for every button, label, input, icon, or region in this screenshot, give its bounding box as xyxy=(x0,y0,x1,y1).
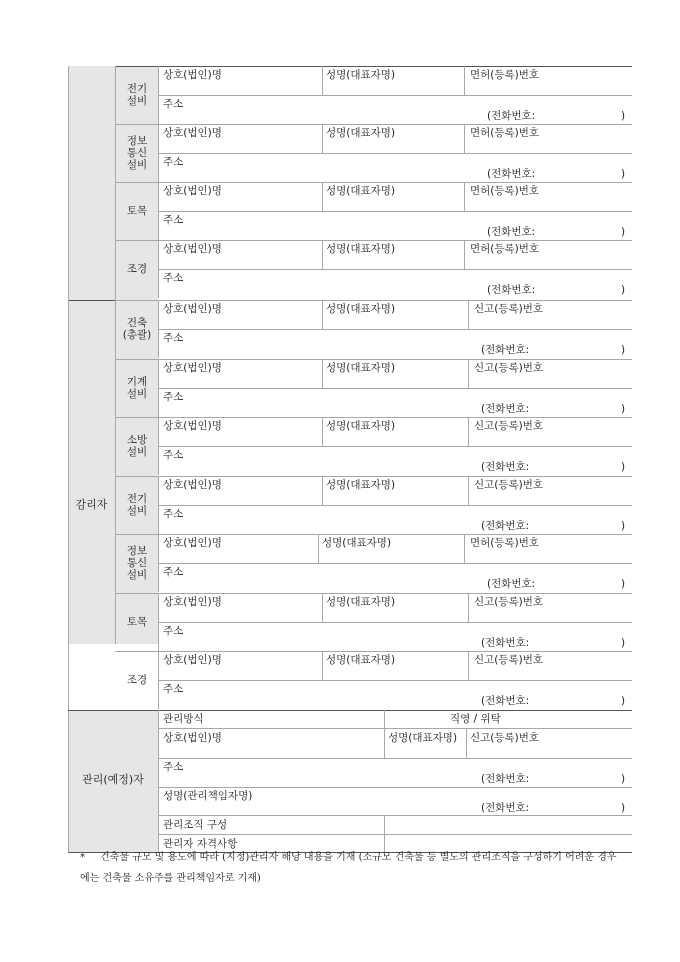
phone-label: (전화번호: xyxy=(481,344,530,356)
col-border xyxy=(464,240,465,269)
representative-label: 성명(대표자명) xyxy=(326,127,396,139)
row-border xyxy=(115,417,632,418)
row-border xyxy=(115,124,632,125)
col-border xyxy=(464,182,465,211)
row-divider xyxy=(158,563,632,564)
field-label-line: 통신 xyxy=(126,557,148,569)
field-label-line: 전기 xyxy=(126,83,148,95)
address-label: 주소 xyxy=(163,272,184,284)
phone-label: (전화번호: xyxy=(481,520,530,532)
phone-close: ) xyxy=(621,520,626,532)
field-label-line: 정보 xyxy=(126,545,148,557)
address-label: 주소 xyxy=(163,566,184,578)
phone-label: (전화번호: xyxy=(481,773,530,785)
phone-close: ) xyxy=(621,284,626,296)
representative-label: 성명(대표자명) xyxy=(326,185,396,197)
representative-label: 성명(대표자명) xyxy=(326,303,396,315)
field-label xyxy=(113,376,161,400)
phone-close: ) xyxy=(621,110,626,122)
address-label: 주소 xyxy=(163,508,184,520)
col-border xyxy=(384,710,385,728)
row-divider xyxy=(158,680,632,681)
representative-label: 성명(대표자명) xyxy=(326,69,396,81)
field-label-line: 정보 xyxy=(126,135,148,147)
field-label xyxy=(113,135,161,171)
row-divider xyxy=(158,95,632,96)
col-border xyxy=(468,476,469,505)
phone-close: ) xyxy=(621,403,626,415)
field-label-line: 설비 xyxy=(126,505,148,517)
footnote-text: 건축물 규모 및 용도에 따라 (지정)관리자 해당 내용을 기재 (소규모 건축물 등 별도의 관리조직을 구성하기 어려운 경우에는 건축물 소유주를 관리책임자로 기재) xyxy=(80,852,617,884)
phone-close: ) xyxy=(621,226,626,238)
field-label xyxy=(113,545,161,581)
section-bg xyxy=(68,66,115,644)
phone-close: ) xyxy=(621,461,626,473)
address-label: 주소 xyxy=(163,761,184,773)
row-divider xyxy=(158,269,632,270)
company-label: 상호(법인)명 xyxy=(163,479,222,491)
col-border xyxy=(322,240,323,269)
company-label: 상호(법인)명 xyxy=(163,69,222,81)
manager-person-label: 성명(관리책임자명) xyxy=(163,790,253,802)
row-border xyxy=(115,359,632,360)
number-label: 신고(등록)번호 xyxy=(474,362,544,374)
phone-label: (전화번호: xyxy=(487,226,536,238)
representative-label: 성명(대표자명) xyxy=(326,596,396,608)
col-border xyxy=(158,710,159,852)
method-label: 관리방식 xyxy=(163,713,204,725)
company-label: 상호(법인)명 xyxy=(163,654,222,666)
row-divider xyxy=(158,728,632,729)
number-label: 면허(등록)번호 xyxy=(470,69,540,81)
phone-close: ) xyxy=(621,695,626,707)
representative-label: 성명(대표자명) xyxy=(322,537,392,549)
field-label xyxy=(113,205,161,217)
field-label-line: 소방 xyxy=(126,434,148,446)
col-border xyxy=(68,66,69,852)
field-label xyxy=(113,83,161,107)
address-label: 주소 xyxy=(163,683,184,695)
number-label: 신고(등록)번호 xyxy=(474,420,544,432)
col-border xyxy=(318,534,319,563)
phone-label: (전화번호: xyxy=(487,578,536,590)
company-label: 상호(법인)명 xyxy=(163,127,222,139)
row-border xyxy=(115,240,632,241)
company-label: 상호(법인)명 xyxy=(163,243,222,255)
address-label: 주소 xyxy=(163,391,184,403)
col-border xyxy=(464,534,465,563)
representative-label: 성명(대표자명) xyxy=(326,654,396,666)
phone-label: (전화번호: xyxy=(487,284,536,296)
phone-close: ) xyxy=(621,773,626,785)
phone-close: ) xyxy=(621,637,626,649)
col-border xyxy=(464,66,465,95)
field-label-line: 통신 xyxy=(126,147,148,159)
address-label: 주소 xyxy=(163,332,184,344)
address-label: 주소 xyxy=(163,449,184,461)
field-label-line: 토목 xyxy=(126,205,148,217)
row-divider xyxy=(158,815,632,816)
col-border xyxy=(322,417,323,446)
company-label: 상호(법인)명 xyxy=(163,303,222,315)
col-border xyxy=(322,359,323,388)
field-label xyxy=(113,434,161,458)
field-label xyxy=(113,317,161,341)
field-label-line: 조경 xyxy=(126,263,148,275)
row-border xyxy=(115,651,632,652)
phone-close: ) xyxy=(621,168,626,180)
row-border xyxy=(115,182,632,183)
col-border xyxy=(322,651,323,680)
phone-label: (전화번호: xyxy=(481,802,530,814)
phone-close: ) xyxy=(621,344,626,356)
col-border xyxy=(322,66,323,95)
col-border xyxy=(468,593,469,622)
field-label-line: 설비 xyxy=(126,159,148,171)
field-label-line: 설비 xyxy=(126,446,148,458)
section-border xyxy=(68,710,632,711)
footnote-mark: * xyxy=(80,852,85,863)
section-manager: 관리(예정)자 xyxy=(82,773,144,786)
phone-label: (전화번호: xyxy=(481,695,530,707)
row-divider xyxy=(158,505,632,506)
company-label: 상호(법인)명 xyxy=(163,420,222,432)
company-label: 상호(법인)명 xyxy=(163,732,222,744)
col-border xyxy=(322,124,323,153)
col-border xyxy=(466,728,467,758)
col-border xyxy=(115,66,116,644)
field-label-line: 조경 xyxy=(126,674,148,686)
field-label-line: 토목 xyxy=(126,616,148,628)
col-border xyxy=(322,300,323,329)
representative-label: 성명(대표자명) xyxy=(388,732,458,744)
col-border xyxy=(322,182,323,211)
phone-close: ) xyxy=(621,578,626,590)
address-label: 주소 xyxy=(163,625,184,637)
phone-label: (전화번호: xyxy=(481,461,530,473)
field-label xyxy=(113,616,161,628)
phone-close: ) xyxy=(621,802,626,814)
col-border xyxy=(464,124,465,153)
company-label: 상호(법인)명 xyxy=(163,537,222,549)
row-divider xyxy=(158,787,632,788)
representative-label: 성명(대표자명) xyxy=(326,362,396,374)
company-label: 상호(법인)명 xyxy=(163,596,222,608)
row-divider xyxy=(158,388,632,389)
company-label: 상호(법인)명 xyxy=(163,185,222,197)
field-label xyxy=(113,674,161,686)
field-label xyxy=(113,493,161,517)
col-border xyxy=(468,300,469,329)
row-divider xyxy=(158,153,632,154)
field-label-line: 설비 xyxy=(126,569,148,581)
number-label: 신고(등록)번호 xyxy=(474,303,544,315)
row-border xyxy=(115,66,632,67)
row-border xyxy=(115,534,632,535)
number-label: 신고(등록)번호 xyxy=(474,479,544,491)
col-border xyxy=(468,417,469,446)
number-label: 면허(등록)번호 xyxy=(470,243,540,255)
qualification-label: 관리자 자격사항 xyxy=(163,838,238,850)
field-label-line: (총괄) xyxy=(122,329,152,341)
row-divider xyxy=(158,758,632,759)
phone-label: (전화번호: xyxy=(481,637,530,649)
field-label-line: 설비 xyxy=(126,95,148,107)
representative-label: 성명(대표자명) xyxy=(326,479,396,491)
number-label: 신고(등록)번호 xyxy=(474,596,544,608)
phone-label: (전화번호: xyxy=(481,403,530,415)
field-label-line: 기계 xyxy=(126,376,148,388)
field-label xyxy=(113,263,161,275)
row-border xyxy=(115,476,632,477)
section-border xyxy=(68,300,115,301)
field-label-line: 전기 xyxy=(126,493,148,505)
col-border xyxy=(322,593,323,622)
col-border xyxy=(322,476,323,505)
section-supervisor: 감리자 xyxy=(75,498,108,511)
representative-label: 성명(대표자명) xyxy=(326,243,396,255)
row-divider xyxy=(158,446,632,447)
method-value: 직영 / 위탁 xyxy=(450,713,501,725)
row-divider xyxy=(158,834,632,835)
row-divider xyxy=(158,329,632,330)
number-label: 신고(등록)번호 xyxy=(474,654,544,666)
row-divider xyxy=(158,622,632,623)
row-border xyxy=(68,300,632,301)
address-label: 주소 xyxy=(163,156,184,168)
phone-label: (전화번호: xyxy=(487,168,536,180)
col-border xyxy=(468,651,469,680)
row-divider xyxy=(158,211,632,212)
address-label: 주소 xyxy=(163,214,184,226)
company-label: 상호(법인)명 xyxy=(163,362,222,374)
representative-label: 성명(대표자명) xyxy=(326,420,396,432)
row-border xyxy=(115,593,632,594)
field-label-line: 건축 xyxy=(126,317,148,329)
number-label: 면허(등록)번호 xyxy=(470,537,540,549)
field-label-line: 설비 xyxy=(126,388,148,400)
phone-label: (전화번호: xyxy=(487,110,536,122)
address-label: 주소 xyxy=(163,98,184,110)
col-border xyxy=(384,728,385,758)
col-border xyxy=(468,359,469,388)
number-label: 면허(등록)번호 xyxy=(470,127,540,139)
org-label: 관리조직 구성 xyxy=(163,819,228,831)
number-label: 면허(등록)번호 xyxy=(470,185,540,197)
number-label: 신고(등록)번호 xyxy=(470,732,540,744)
